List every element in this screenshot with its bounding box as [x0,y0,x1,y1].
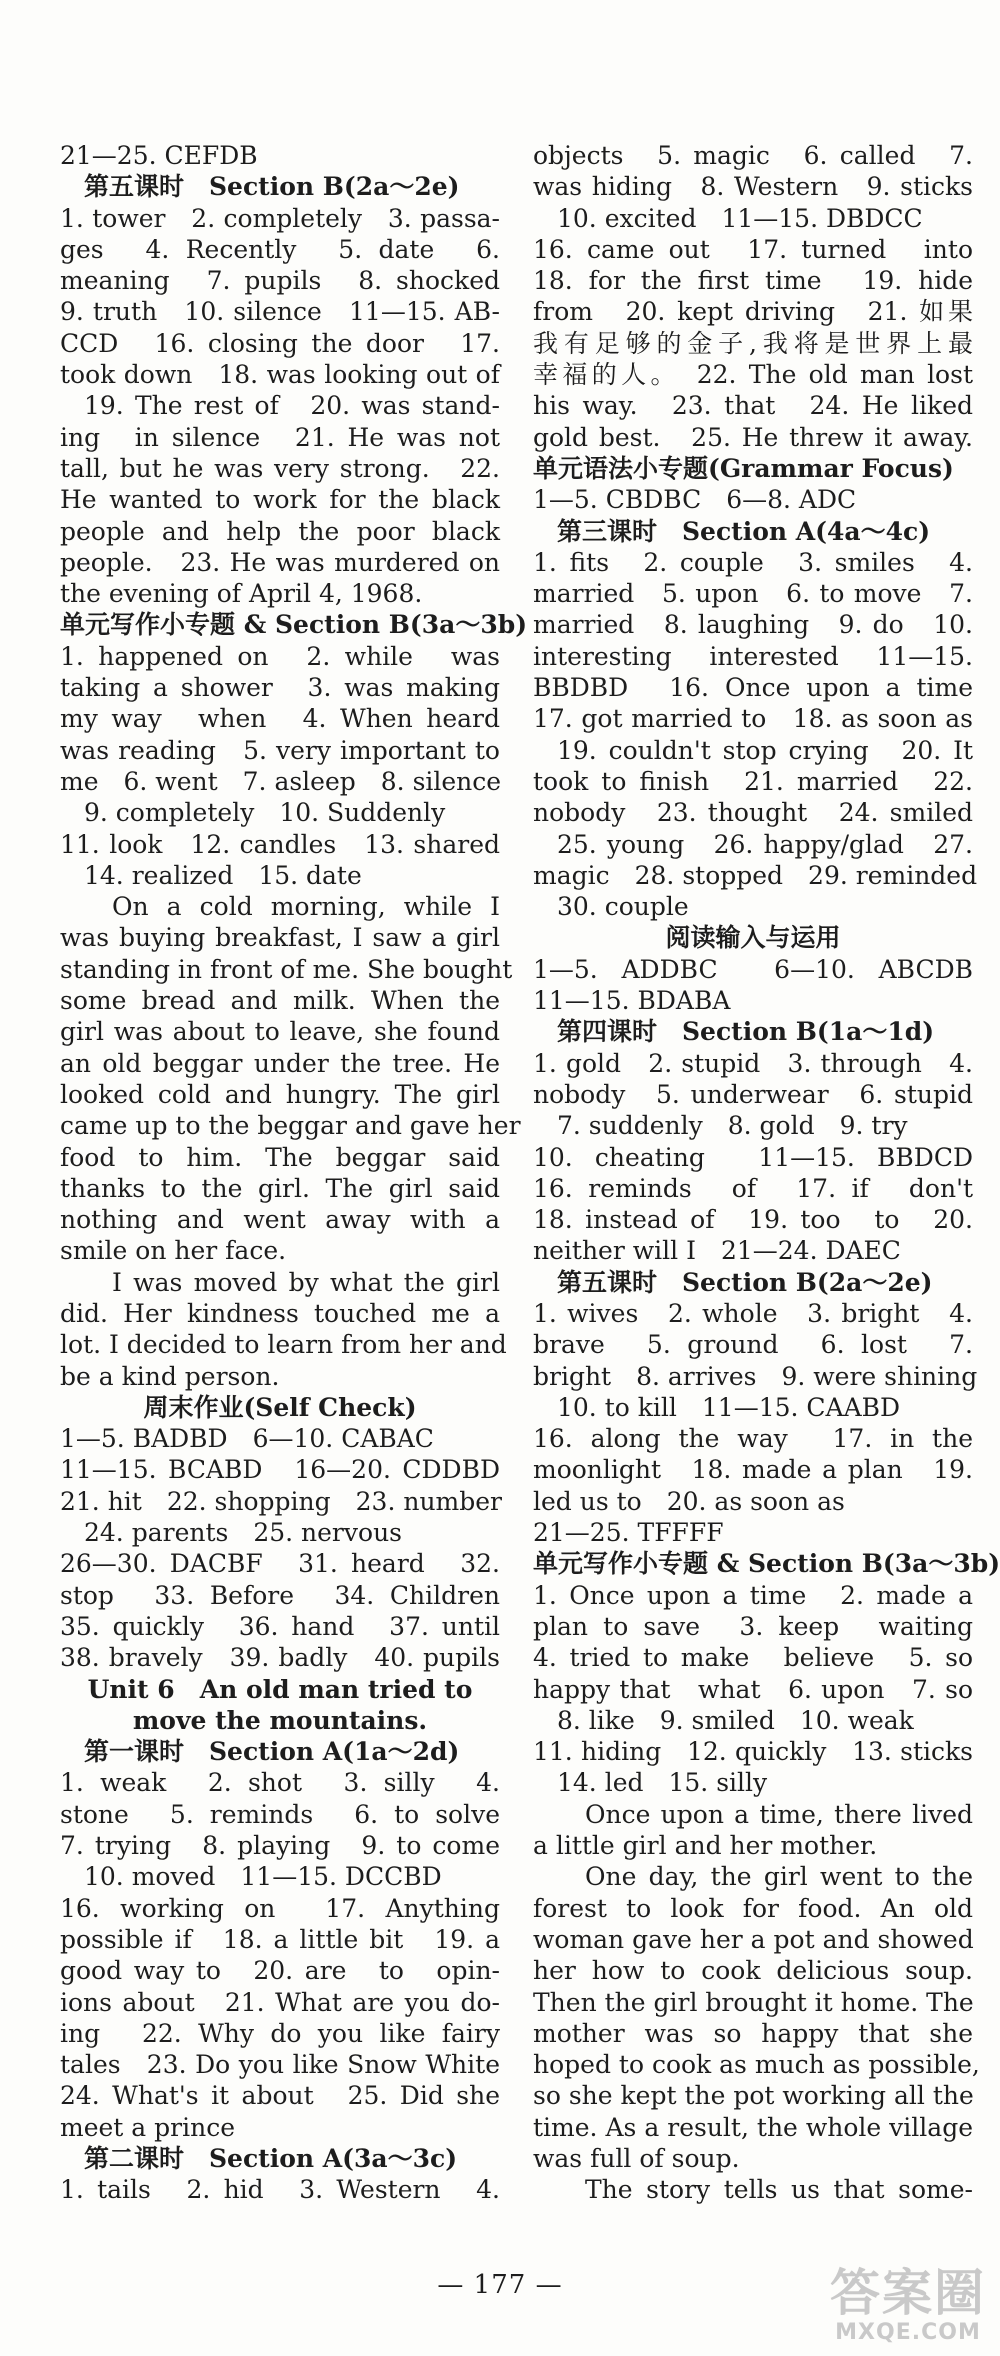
answer-line: so she kept the pot working all the [533,2081,974,2111]
answer-line: hoped to cook as much as possible, [533,2050,980,2080]
answer-line: gold best. 25. He threw it away. [533,422,973,452]
answer-line: 16. working on 17. Anything [60,1893,500,1923]
answer-line: taking a shower 3. was making [60,673,500,703]
answer-line: from 20. kept driving 21. 如果 [533,297,973,327]
answer-line: 21—25. CEFDB [60,141,258,170]
answer-line: nobody 23. thought 24. smiled [533,798,973,828]
answer-line: his way. 23. that 24. He liked [533,391,973,421]
answer-line: 1—5. BADBD 6—10. CABAC [60,1424,434,1454]
answer-line: 7. trying 8. playing 9. to come [60,1831,500,1861]
answer-line: 11—15. BCABD 16—20. CDDBD [60,1455,500,1485]
answer-line: woman gave her a pot and showed [533,1924,974,1954]
answer-line: 10. cheating 11—15. BBDCD [533,1142,973,1172]
answer-line: 26—30. DACBF 31. heard 32. [60,1549,500,1579]
answer-line: 25. young 26. happy/glad 27. [557,829,973,859]
answer-line: 1—5. ADDBC 6—10. ABCDB [533,954,973,984]
section-heading: 第四课时 Section B(1a～1d) [557,1017,935,1047]
section-heading: 第三课时 Section A(4a～4c) [557,516,931,546]
section-heading: 第五课时 Section B(2a～2e) [84,172,460,202]
watermark-cn: 答案圈 [830,2264,986,2322]
answer-line: 1. tower 2. completely 3. passa- [60,203,500,233]
answer-line: lot. I decided to learn from her and [60,1330,507,1360]
answer-line: 14. led 15. silly [557,1768,768,1798]
answer-line: 19. The rest of 20. was stand- [84,391,500,421]
answer-line: be a kind person. [60,1361,280,1391]
answer-line: happy that what 6. upon 7. so [533,1674,973,1704]
answer-line: meaning 7. pupils 8. shocked [60,266,500,296]
left-answer-column [60,140,528,2206]
answer-line: CCD 16. closing the door 17. [60,328,500,358]
answer-line: 21—25. TFFFF [533,1518,724,1548]
site-watermark-logo [830,2264,986,2345]
answer-line: 24. parents 25. nervous [84,1518,402,1548]
section-heading: Unit 6 An old man tried to [87,1674,473,1704]
answer-line: Once upon a time, there lived [585,1799,973,1829]
answer-line: did. Her kindness touched me a [60,1298,500,1328]
answer-line: ions about 21. What are you do- [60,1987,500,2017]
answer-line: was buying breakfast, I saw a girl [60,923,500,953]
answer-line: me 6. went 7. asleep 8. silence [60,766,502,796]
answer-line: mother was so happy that she [533,2018,973,2048]
answer-line: 幸福的人。 22. The old man lost [533,360,973,390]
answer-line: 18. for the first time 19. hide [533,266,973,296]
answer-line: was reading 5. very important to [60,735,500,765]
answer-line: 24. What's it about 25. Did she [60,2081,500,2111]
answer-line: magic 28. stopped 29. reminded [533,860,978,890]
right-answer-column [533,140,1000,2206]
answer-line: ing in silence 21. He was not [60,422,500,452]
answer-line: married 5. upon 6. to move 7. [533,579,973,609]
answer-line: 4. tried to make believe 5. so [533,1643,973,1673]
answer-line: 19. couldn't stop crying 20. It [557,735,973,765]
answer-line: I was moved by what the girl [112,1267,500,1297]
section-heading: 单元语法小专题(Grammar Focus) [533,453,954,483]
answer-line: food to him. The beggar said [60,1142,500,1172]
section-heading: 周末作业(Self Check) [143,1392,417,1422]
section-heading: 第五课时 Section B(2a～2e) [557,1267,933,1297]
answer-line: On a cold morning, while I [112,892,500,922]
answer-line: 1. weak 2. shot 3. silly 4. [60,1768,500,1798]
answer-line: 9. completely 10. Suddenly [84,798,446,828]
watermark-url: MXQE.COM [835,2320,981,2345]
answer-line: the evening of April 4, 1968. [60,579,423,609]
answer-line: 16. reminds of 17. if don't [533,1173,973,1203]
answer-line: people and help the poor black [60,516,500,546]
answer-line: my way when 4. When heard [60,704,500,734]
answer-line: thanks to the girl. The girl said [60,1173,500,1203]
answer-line: 14. realized 15. date [84,860,362,890]
answer-line: stop 33. Before 34. Children [60,1580,500,1610]
page-number: — 177 — [437,2270,563,2300]
answer-line: standing in front of me. She bought [60,954,513,984]
answer-line: 1. fits 2. couple 3. smiles 4. [533,547,973,577]
answer-line: came up to the beggar and gave her [60,1111,521,1141]
answer-line: 10. excited 11—15. DBDCC [557,203,923,233]
answer-line: a little girl and her mother. [533,1831,878,1861]
answer-line: stone 5. reminds 6. to solve [60,1799,500,1829]
answer-line: 10. moved 11—15. DCCBD [84,1862,442,1892]
answer-line: 8. like 9. smiled 10. weak [557,1705,914,1735]
answer-line: time. As a result, the whole village [533,2112,973,2142]
answer-line: 1. wives 2. whole 3. bright 4. [533,1298,973,1328]
answer-line: plan to save 3. keep waiting [533,1611,973,1641]
answer-line: neither will I 21—24. DAEC [533,1236,901,1266]
answer-line: 21. hit 22. shopping 23. number [60,1486,503,1516]
answer-line: 1. tails 2. hid 3. Western 4. [60,2175,500,2205]
answer-line: 30. couple [557,892,689,922]
answer-line: 1. happened on 2. while was [60,641,500,671]
answer-line: led us to 20. as soon as [533,1486,845,1516]
answer-line: good way to 20. are to opin- [60,1956,500,1986]
section-heading: 单元写作小专题 & Section B(3a～3b) [533,1549,1000,1579]
answer-line: 16. came out 17. turned into [533,234,973,264]
answer-line: ing 22. Why do you like fairy [60,2018,500,2048]
answer-line: 17. got married to 18. as soon as [533,704,973,734]
answer-line: 7. suddenly 8. gold 9. try [557,1111,908,1141]
answer-line: 38. bravely 39. badly 40. pupils [60,1643,500,1673]
answer-line: bright 8. arrives 9. were shining [533,1361,978,1391]
answer-line: He wanted to work for the black [60,485,500,515]
answer-line: 11. look 12. candles 13. shared [60,829,500,859]
answer-line: 9. truth 10. silence 11—15. AB- [60,297,500,327]
answer-line: The story tells us that some- [585,2175,973,2205]
answer-line: 11—15. BDABA [533,986,731,1016]
section-heading: move the mountains. [132,1705,428,1735]
answer-line: was hiding 8. Western 9. sticks [533,172,973,202]
answer-line: some bread and milk. When the [60,986,500,1016]
answer-line: an old beggar under the tree. He [60,1048,500,1078]
answer-line: took to finish 21. married 22. [533,766,973,796]
section-heading: 单元写作小专题 & Section B(3a～3b) [60,610,528,640]
answer-line: interesting interested 11—15. [533,641,973,671]
answer-line: BBDBD 16. Once upon a time [533,673,973,703]
section-heading: 第二课时 Section A(3a～3c) [84,2144,458,2173]
answer-line: Then the girl brought it home. The [533,1987,974,2017]
answer-line: One day, the girl went to the [585,1862,973,1892]
answer-line: her how to cook delicious soup. [533,1956,973,1986]
answer-line: 18. instead of 19. too to 20. [533,1205,973,1235]
answer-line: objects 5. magic 6. called 7. [533,141,973,170]
answer-line: 1. Once upon a time 2. made a [533,1580,973,1610]
section-heading: 阅读输入与运用 [665,923,841,953]
answer-line: 10. to kill 11—15. CAABD [557,1392,901,1422]
answer-line: people. 23. He was murdered on [60,547,500,577]
answer-line: tall, but he was very strong. 22. [60,453,500,483]
answer-line: smile on her face. [60,1236,287,1266]
answer-line: married 8. laughing 9. do 10. [533,610,973,640]
section-heading: 第一课时 Section A(1a～2d) [84,1737,460,1767]
answer-line: brave 5. ground 6. lost 7. [533,1330,973,1360]
answer-line: tales 23. Do you like Snow White [60,2050,500,2080]
answer-line: ges 4. Recently 5. date 6. [60,234,500,264]
answer-line: girl was about to leave, she found [60,1017,500,1047]
answer-line: 16. along the way 17. in the [533,1424,973,1454]
answer-line: forest to look for food. An old [533,1893,973,1923]
answer-line: nothing and went away with a [60,1205,500,1235]
answer-line: was full of soup. [533,2144,740,2173]
answer-line: 1. gold 2. stupid 3. through 4. [533,1048,973,1078]
answer-line: moonlight 18. made a plan 19. [533,1455,973,1485]
answer-line: nobody 5. underwear 6. stupid [533,1079,973,1109]
answer-line: 我有足够的金子,我将是世界上最 [533,328,973,358]
answer-line: meet a prince [60,2112,235,2142]
answer-line: 11. hiding 12. quickly 13. sticks [533,1737,973,1767]
answer-line: looked cold and hungry. The girl [60,1079,500,1109]
answer-line: 35. quickly 36. hand 37. until [60,1611,500,1641]
answer-line: possible if 18. a little bit 19. a [60,1924,500,1954]
answer-line: 1—5. CBDBC 6—8. ADC [533,485,857,515]
answer-line: took down 18. was looking out of [60,360,500,390]
